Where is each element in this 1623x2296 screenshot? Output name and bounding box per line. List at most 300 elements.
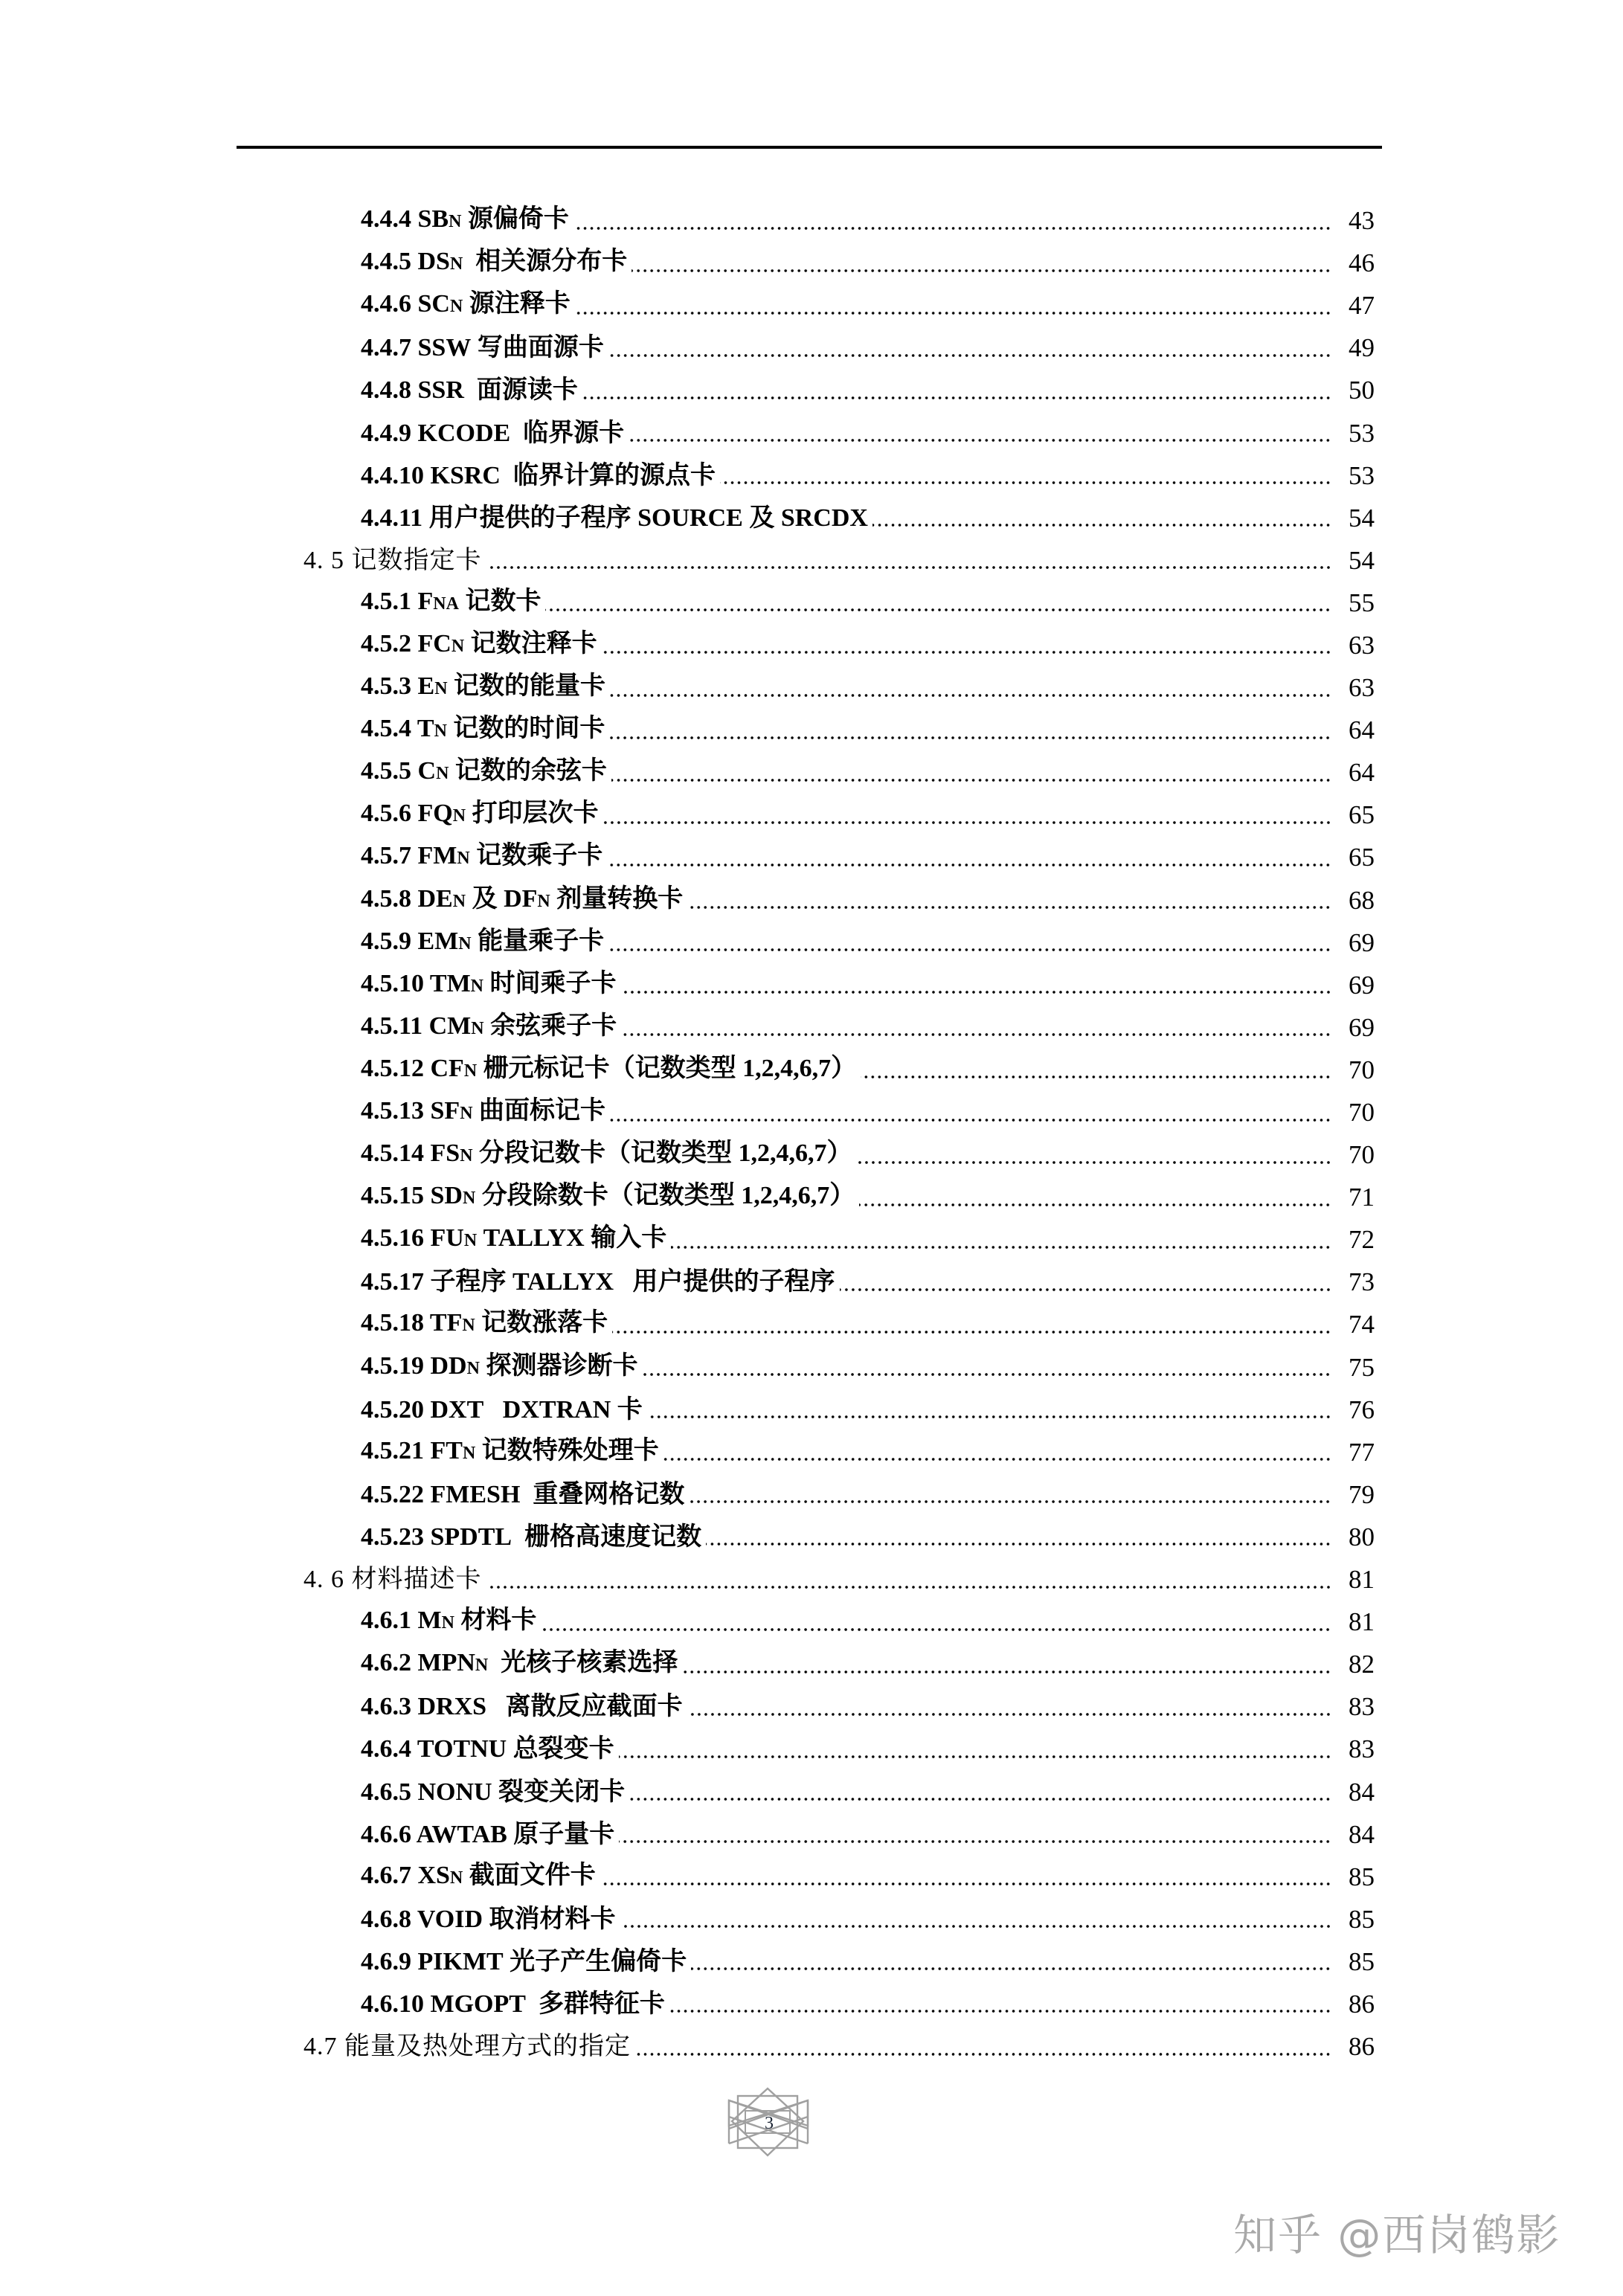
toc-entry-page: 80 [1349, 1522, 1375, 1551]
toc-entry-number: 4.5.19 [361, 1351, 424, 1380]
toc-entry-title [361, 623, 602, 668]
toc-entry-title [361, 1302, 612, 1347]
toc-entry-title [361, 1217, 671, 1262]
dot-leader [619, 1755, 1331, 1759]
toc-entry-page: 83 [1349, 1734, 1375, 1764]
toc-entry-label: 多群特征卡 [525, 1990, 665, 2018]
toc-entry-label: 余弦乘子卡 [483, 1012, 617, 1040]
toc-entry-code: VOID [417, 1905, 483, 1933]
toc-entry-title [361, 454, 720, 497]
toc-entry[interactable] [0, 1303, 1623, 1345]
dot-leader [840, 1287, 1331, 1292]
toc-entry[interactable] [0, 411, 1623, 454]
toc-entry-label: 写曲面源卡 [471, 334, 604, 362]
toc-entry-code-suffix: N [441, 1613, 454, 1633]
toc-entry-label: 记数的余弦卡 [449, 757, 607, 785]
toc-entry-number: 4.5.12 [361, 1054, 424, 1082]
dot-leader [720, 480, 1331, 485]
dot-leader [612, 1330, 1331, 1334]
dot-leader [629, 438, 1331, 443]
toc-entry-page: 86 [1349, 1989, 1375, 2019]
toc-entry-code: DRXS [417, 1693, 487, 1721]
toc-entry-number: 4.5.20 [361, 1395, 424, 1424]
toc-entry-title [361, 580, 545, 626]
toc-entry[interactable] [0, 284, 1623, 327]
toc-entry[interactable] [0, 1261, 1623, 1303]
toc-entry[interactable] [0, 922, 1623, 964]
toc-entry-number: 4.6.4 [361, 1735, 411, 1763]
toc-entry-label: 分段记数卡（记数类型 1,2,4,6,7） [472, 1139, 852, 1168]
toc-entry-code: C [417, 757, 437, 785]
toc-entry-number: 4.4.7 [361, 334, 411, 362]
toc-entry-label: 及 DFN 剂量转换卡 [466, 884, 684, 913]
toc-entry[interactable] [0, 199, 1623, 242]
toc-entry-label: DXTRAN 卡 [483, 1395, 643, 1424]
toc-entry-title [303, 2025, 635, 2068]
toc-entry-code: KCODE [417, 419, 511, 447]
toc-entry-page: 76 [1349, 1395, 1375, 1424]
toc-entry-title [361, 750, 611, 795]
toc-entry-title [361, 1174, 859, 1220]
toc-entry-title [361, 1389, 647, 1431]
toc-entry-title [361, 497, 872, 539]
toc-entry-label: 时间乘子卡 [483, 969, 617, 997]
toc-entry-page: 75 [1349, 1352, 1375, 1382]
dot-leader [629, 1797, 1331, 1801]
toc-entry-page: 69 [1349, 970, 1375, 1000]
dot-leader [621, 1032, 1331, 1037]
toc-entry[interactable] [0, 582, 1623, 624]
toc-entry-label: TALLYX 输入卡 [477, 1224, 667, 1252]
toc-entry-label: 能量乘子卡 [471, 927, 605, 955]
toc-entry-code: SC [417, 290, 450, 318]
toc-entry-page: 85 [1349, 1946, 1375, 1976]
toc-entry-number: 4.4.11 [361, 504, 423, 532]
dot-leader [682, 1670, 1331, 1674]
toc-entry-number: 4.5.15 [361, 1182, 424, 1210]
toc-entry[interactable] [0, 1516, 1623, 1558]
dot-leader [486, 565, 1332, 570]
toc-entry-code: FMESH [430, 1480, 521, 1508]
toc-entry-page: 47 [1349, 291, 1375, 321]
toc-entry-page: 73 [1349, 1267, 1375, 1297]
dot-leader [706, 1542, 1331, 1546]
toc-entry-title [361, 792, 603, 837]
toc-entry[interactable] [0, 242, 1623, 284]
toc-entry[interactable] [0, 497, 1623, 539]
toc-entry-code-suffix: N [466, 1358, 480, 1378]
toc-entry-number: 4.6.8 [361, 1905, 411, 1933]
toc-entry-code: AWTAB [416, 1820, 507, 1848]
toc-entry-code: SB [417, 205, 449, 234]
toc-entry-label: 记数的能量卡 [447, 672, 606, 701]
dot-leader [671, 1245, 1331, 1250]
toc-entry-code: FT [430, 1436, 463, 1464]
dot-leader [635, 2052, 1331, 2057]
toc-entry-code-suffix: N [434, 679, 448, 699]
toc-entry-page: 83 [1349, 1692, 1375, 1722]
toc-entry-label: 光核子核素选择 [488, 1649, 678, 1677]
toc-entry[interactable] [0, 1898, 1623, 1940]
toc-entry-title [361, 1005, 621, 1050]
toc-entry-page: 63 [1349, 673, 1375, 703]
toc-entry[interactable] [0, 1176, 1623, 1218]
toc-entry-label: 记数乘子卡 [469, 842, 603, 870]
toc-entry-code: PIKMT [417, 1947, 504, 1975]
toc-entry-title [361, 283, 575, 328]
toc-entry-page: 49 [1349, 333, 1375, 363]
toc-entry-code: DXT [430, 1395, 484, 1424]
dot-leader [872, 523, 1331, 527]
toc-entry-title [361, 1898, 620, 1940]
toc-entry-code-suffix: N [458, 933, 472, 954]
toc-entry-label: 源注释卡 [463, 290, 571, 318]
toc-entry-code: SF [430, 1097, 460, 1125]
toc-entry[interactable] [0, 1006, 1623, 1049]
toc-entry-page: 68 [1349, 885, 1375, 915]
toc-entry-label: 离散反应截面卡 [486, 1693, 683, 1721]
toc-entry-number: 4.4.8 [361, 376, 411, 405]
toc-entry-title [361, 707, 609, 753]
toc-entry-number: 4.5.2 [361, 629, 411, 657]
dot-leader [647, 1415, 1331, 1419]
toc-entry-page: 54 [1349, 503, 1375, 533]
toc-entry-title [361, 1516, 706, 1558]
toc-entry-label: 取消材料卡 [483, 1905, 616, 1933]
toc-entry[interactable] [0, 879, 1623, 922]
toc-entry-title [361, 1090, 610, 1135]
dot-leader [608, 948, 1331, 952]
toc-entry-number: 4.5.11 [361, 1012, 423, 1040]
toc-entry-title [361, 1132, 857, 1177]
toc-entry-title [361, 1641, 682, 1687]
toc-entry-number: 4. 6 [303, 1566, 344, 1594]
toc-entry-code: TOTNU [417, 1735, 507, 1763]
toc-entry-number: 4.6.10 [361, 1990, 424, 2018]
toc-entry-number: 4.5.3 [361, 672, 411, 701]
toc-entry[interactable] [0, 709, 1623, 751]
toc-entry-code-suffix: NA [433, 594, 459, 614]
toc-entry-number: 4.6.2 [361, 1649, 411, 1677]
toc-entry-title [361, 920, 608, 965]
dot-leader [669, 2009, 1331, 2013]
dot-leader [663, 1457, 1331, 1461]
toc-entry[interactable] [0, 794, 1623, 836]
toc-entry-page: 55 [1349, 588, 1375, 617]
dot-leader [610, 693, 1331, 698]
dot-leader [609, 736, 1331, 740]
toc-entry-page: 53 [1349, 460, 1375, 490]
toc-entry-label: 探测器诊断卡 [479, 1351, 638, 1380]
toc-entry-code: TF [429, 1309, 463, 1337]
toc-entry-code-suffix: N [451, 636, 465, 656]
toc-entry-code: DS [417, 248, 450, 276]
toc-entry-page: 54 [1349, 545, 1375, 575]
dot-leader [621, 990, 1331, 994]
toc-entry-code-suffix: N [449, 297, 463, 317]
dot-leader [619, 1839, 1331, 1844]
toc-entry-title [361, 1261, 840, 1303]
dot-leader [691, 1967, 1331, 1971]
toc-entry-label: 面源读卡 [463, 376, 578, 405]
toc-entry-code-suffix: N [460, 1104, 473, 1124]
toc-entry-page: 74 [1349, 1310, 1375, 1340]
toc-entry-code-suffix: N [457, 849, 470, 869]
toc-entry-label: 记数特殊处理卡 [475, 1436, 659, 1464]
toc-entry-page: 65 [1349, 843, 1375, 872]
dot-leader [611, 778, 1331, 782]
toc-entry-title [361, 1599, 541, 1644]
toc-entry-number: 4.5.16 [361, 1224, 424, 1252]
toc-entry-title [361, 1345, 642, 1390]
toc-entry-title [361, 1685, 687, 1728]
toc-entry-title [361, 1728, 619, 1770]
toc-entry-code: DE [417, 884, 453, 913]
toc-entry-page: 81 [1349, 1607, 1375, 1637]
toc-entry-page: 79 [1349, 1479, 1375, 1509]
toc-entry-title [361, 327, 608, 369]
toc-entry[interactable] [0, 539, 1623, 582]
toc-entry-page: 70 [1349, 1055, 1375, 1084]
toc-entry-code: CF [430, 1054, 464, 1082]
toc-entry-title [361, 665, 610, 710]
toc-entry-number: 4.4.5 [361, 248, 411, 276]
toc-entry-number: 4.6.1 [361, 1607, 411, 1635]
toc-entry[interactable] [0, 1601, 1623, 1643]
toc-entry-page: 71 [1349, 1183, 1375, 1212]
toc-entry[interactable] [0, 1389, 1623, 1431]
toc-entry-page: 81 [1349, 1565, 1375, 1595]
toc-entry-title [361, 1983, 669, 2025]
toc-entry-page: 63 [1349, 630, 1375, 660]
toc-entry-title [303, 539, 486, 582]
toc-entry[interactable] [0, 1728, 1623, 1770]
toc-entry-code: TM [429, 969, 471, 997]
dot-leader [859, 1203, 1331, 1207]
toc-entry[interactable] [0, 1431, 1623, 1473]
toc-entry[interactable] [0, 964, 1623, 1006]
toc-entry[interactable] [0, 1940, 1623, 1983]
toc-entry-label: 用户提供的子程序 SOURCE 及 SRCDX [422, 504, 868, 532]
toc-entry-label: 分段除数卡（记数类型 1,2,4,6,7） [475, 1182, 855, 1210]
toc-entry-number: 4.5.14 [361, 1139, 424, 1168]
toc-entry-number: 4.6.7 [361, 1861, 411, 1889]
toc-entry-label: 临界源卡 [510, 419, 625, 447]
toc-entry-title [361, 878, 687, 923]
toc-entry-code: DD [430, 1351, 467, 1380]
toc-entry[interactable] [0, 1049, 1623, 1091]
page-number-ornament [727, 2087, 811, 2160]
toc-entry-label: 栅元标记卡（记数类型 1,2,4,6,7） [477, 1054, 857, 1082]
toc-entry-code: SSR [417, 376, 464, 405]
toc-entry-page: 84 [1349, 1819, 1375, 1849]
toc-entry[interactable] [0, 369, 1623, 411]
toc-entry[interactable] [0, 327, 1623, 369]
dot-leader [582, 396, 1331, 400]
toc-entry-number: 4.5.21 [361, 1436, 424, 1464]
toc-entry-title [361, 962, 621, 1008]
toc-entry-page: 53 [1349, 418, 1375, 448]
toc-entry-code-suffix: N [449, 254, 463, 274]
toc-entry[interactable] [0, 1685, 1623, 1728]
toc-entry-number: 4.4.9 [361, 419, 411, 447]
toc-entry-code: SSW [417, 334, 472, 362]
toc-entry-code-suffix: N [462, 1189, 476, 1209]
toc-entry-label: 重叠网格记数 [520, 1480, 685, 1508]
toc-entry-label: 栅格高速度记数 [512, 1522, 702, 1551]
toc-entry[interactable] [0, 1558, 1623, 1601]
toc-entry-number: 4.5.10 [361, 969, 424, 997]
toc-entry-title [361, 835, 607, 880]
toc-entry[interactable] [0, 1983, 1623, 2025]
toc-entry-code: M [417, 1607, 442, 1635]
dot-leader [486, 1585, 1332, 1589]
dot-leader [687, 905, 1331, 910]
toc-entry-label: 材料卡 [454, 1607, 537, 1635]
toc-entry[interactable] [0, 1813, 1623, 1856]
dot-leader [642, 1372, 1331, 1377]
toc-entry-title [361, 369, 582, 411]
toc-entry-number: 4.5.6 [361, 800, 411, 828]
toc-entry-code: SPDTL [430, 1522, 512, 1551]
toc-entry[interactable] [0, 1856, 1623, 1898]
toc-entry-page: 77 [1349, 1437, 1375, 1467]
toc-entry[interactable] [0, 666, 1623, 709]
toc-entry-label: 原子量卡 [507, 1820, 615, 1848]
dot-leader [541, 1627, 1331, 1632]
toc-entry-code-suffix: N [463, 1231, 478, 1251]
toc-entry[interactable] [0, 1770, 1623, 1813]
toc-entry-page: 64 [1349, 758, 1375, 788]
toc-entry-title [361, 1771, 629, 1813]
toc-entry-number: 4.6.9 [361, 1947, 411, 1975]
toc-entry-number: 4. 5 [303, 546, 344, 574]
toc-entry-page: 86 [1349, 2032, 1375, 2062]
toc-entry-code-suffix: N [475, 1656, 489, 1676]
toc-entry-title [361, 1473, 689, 1516]
toc-entry[interactable] [0, 1473, 1623, 1516]
toc-entry-page: 84 [1349, 1777, 1375, 1807]
toc-entry-title [361, 198, 573, 243]
toc-entry-title [361, 1047, 861, 1093]
dot-leader [689, 1499, 1331, 1504]
toc-entry-number: 4.4.6 [361, 290, 411, 318]
toc-entry-code: XS [417, 1861, 450, 1889]
toc-entry-code-suffix: N [462, 1316, 475, 1336]
toc-entry-page: 50 [1349, 376, 1375, 405]
toc-entry-number: 4.4.10 [361, 461, 424, 489]
toc-entry[interactable] [0, 1346, 1623, 1389]
toc-entry-code-suffix: N [471, 1018, 484, 1038]
dot-leader [620, 1924, 1332, 1929]
toc-entry-label: 记数注释卡 [464, 629, 597, 657]
toc-entry-label: 能量及热处理方式的指定 [337, 2033, 631, 2061]
toc-entry-page: 70 [1349, 1140, 1375, 1170]
toc-entry-code: FQ [417, 800, 453, 828]
toc-entry-code: FM [417, 842, 457, 870]
toc-entry-page: 82 [1349, 1650, 1375, 1679]
toc-entry-code-suffix: N [470, 976, 484, 996]
toc-entry-page: 72 [1349, 1225, 1375, 1255]
toc-entry-title [361, 412, 629, 454]
toc-entry-code-suffix: N [452, 806, 466, 826]
dot-leader [600, 1882, 1331, 1886]
toc-entry-number: 4.5.4 [361, 715, 411, 743]
toc-entry-code: CM [428, 1012, 472, 1040]
toc-entry-page: 69 [1349, 1012, 1375, 1042]
toc-entry-number: 4.4.4 [361, 205, 411, 234]
dot-leader [687, 1712, 1331, 1717]
toc-entry-code-suffix: N [460, 1146, 473, 1166]
toc-entry-title [303, 1558, 486, 1601]
toc-entry-title [361, 1813, 619, 1856]
toc-entry-code: E [417, 672, 435, 701]
dot-leader [610, 1118, 1331, 1122]
dot-leader [573, 226, 1331, 231]
toc-entry[interactable] [0, 836, 1623, 878]
toc-entry-label: 相关源分布卡 [463, 248, 628, 276]
toc-entry-title [361, 240, 631, 286]
toc-entry[interactable] [0, 624, 1623, 666]
toc-entry-label: 子程序 TALLYX 用户提供的子程序 [424, 1268, 835, 1296]
toc-entry-page: 69 [1349, 927, 1375, 957]
table-of-contents [0, 199, 1623, 2068]
toc-entry-number: 4.6.3 [361, 1693, 411, 1721]
toc-entry-code: FC [417, 629, 451, 657]
toc-entry-number: 4.5.23 [361, 1522, 424, 1551]
toc-entry-code: FS [430, 1139, 460, 1168]
dot-leader [603, 820, 1331, 825]
toc-entry-code-suffix: N [449, 212, 462, 232]
toc-entry[interactable] [0, 454, 1623, 497]
toc-entry[interactable] [0, 751, 1623, 794]
toc-entry-number: 4.5.17 [361, 1268, 424, 1296]
toc-entry-label: 截面文件卡 [463, 1861, 596, 1889]
toc-entry-label: 裂变关闭卡 [492, 1778, 626, 1806]
toc-entry-code-suffix: N [449, 1868, 463, 1888]
page-number: 3 [765, 2113, 774, 2133]
toc-entry-label: 曲面标记卡 [472, 1097, 606, 1125]
toc-entry-code: SD [430, 1182, 463, 1210]
toc-entry-page: 46 [1349, 248, 1375, 278]
toc-entry-label: 记数指定卡 [344, 546, 482, 574]
dot-leader [575, 311, 1331, 315]
toc-entry-number: 4.5.7 [361, 842, 411, 870]
toc-entry-title [361, 1854, 600, 1900]
toc-entry-title [361, 1430, 663, 1475]
toc-entry[interactable] [0, 1643, 1623, 1685]
toc-entry-number: 4.6.6 [361, 1820, 411, 1848]
dot-leader [602, 650, 1331, 655]
dot-leader [545, 608, 1331, 612]
toc-entry[interactable] [0, 1091, 1623, 1133]
toc-entry-page: 85 [1349, 1862, 1375, 1891]
toc-entry-code: MPN [417, 1649, 475, 1677]
toc-entry-code: KSRC [430, 461, 501, 489]
toc-entry-number: 4.5.1 [361, 587, 411, 615]
toc-entry[interactable] [0, 1218, 1623, 1261]
toc-entry-page: 43 [1349, 206, 1375, 236]
toc-entry[interactable] [0, 1133, 1623, 1176]
toc-entry-number: 4.5.22 [361, 1480, 424, 1508]
toc-entry-code-suffix: N [434, 721, 447, 742]
toc-entry-code: FU [430, 1224, 464, 1252]
watermark: 知乎 @西岗鹤影 [1233, 2210, 1561, 2260]
toc-entry-page: 64 [1349, 716, 1375, 745]
toc-entry-number: 4.5.8 [361, 884, 411, 913]
dot-leader [631, 268, 1331, 273]
toc-entry[interactable] [0, 2025, 1623, 2068]
